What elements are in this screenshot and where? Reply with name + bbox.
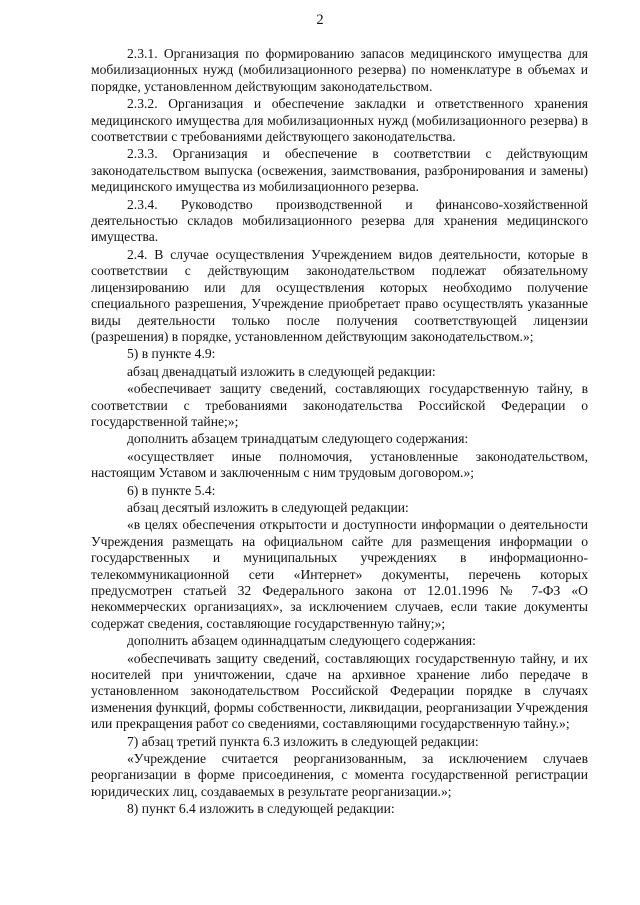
item-7-heading: 7) абзац третий пункта 6.3 изложить в следующей редакции: — [127, 733, 479, 749]
paragraph-2-3-3: 2.3.3. Организация и обеспечение в соответствии с действующим законодательством выпуска (освежения, заимствования, разбронирования и замены) медицинского имущества из мобилизационного резерва. — [91, 146, 588, 195]
item-6-quote-1: «в целях обеспечения открытости и доступности информации о деятельности Учреждения размещать на официальном сайте для размещения информации о государственных и муниципальных учреждениях в информационно-телекоммуникационной сети «Интернет» документы, перечень которых предусмотрен статьей 32 Федерального закона от 12.01.1996 № 7-ФЗ «О некоммерческих организациях», за исключением случаев, если такие документы содержат сведения, составляющие государственную тайну;»; — [91, 517, 588, 631]
document-body — [91, 46, 588, 819]
item-6-heading: 6) в пункте 5.4: — [127, 482, 216, 498]
item-6-instruction-1: абзац десятый изложить в следующей редакции: — [127, 499, 409, 515]
item-5-quote-2: «осуществляет иные полномочия, установленные законодательством, настоящим Уставом и заключенным с ним трудовым договором.»; — [91, 448, 588, 481]
item-6-instruction-2: дополнить абзацем одиннадцатым следующего содержания: — [127, 633, 476, 649]
paragraph-2-3-2: 2.3.2. Организация и обеспечение закладки и ответственного хранения медицинского имущества для мобилизационных нужд (мобилизационного резерва) в соответствии с требованиями действующего законодательства. — [91, 96, 588, 145]
item-5-instruction-2: дополнить абзацем тринадцатым следующего содержания: — [127, 431, 469, 447]
paragraph-2-3-4: 2.3.4. Руководство производственной и финансово-хозяйственной деятельностью складов мобилизационного резерва для хранения медицинского имущества. — [91, 196, 588, 245]
item-8-heading: 8) пункт 6.4 изложить в следующей редакции: — [127, 801, 395, 817]
paragraph-2-4: 2.4. В случае осуществления Учреждением видов деятельности, которые в соответствии с действующим законодательством подлежат обязательному лицензированию или для осуществления которых необходимо получение специального разрешения, Учреждение приобретает право осуществлять указанные виды деятельности только после получения соответствующей лицензии (разрешения) в порядке, установленном действующим законодательством.»; — [91, 246, 588, 344]
item-5-quote-1: «обеспечивает защиту сведений, составляющих государственную тайну, в соответствии с требованиями законодательства Российской Федерации о государственной тайне;»; — [91, 381, 588, 429]
page-number: 2 — [316, 12, 324, 28]
item-6-quote-2: «обеспечивать защиту сведений, составляющих государственную тайну, и их носителей при уничтожении, сдаче на архивное хранение либо передаче в установленном законодательством Российской Федерации порядке в случаях изменения функций, формы собственности, ликвидации, реорганизации Учреждения или прекращения работ со сведениями, составляющими государственную тайну.»; — [91, 650, 588, 732]
paragraph-2-3-1: 2.3.1. Организация по формированию запасов медицинского имущества для мобилизационных нужд (мобилизационного резерва) по номенклатуре в объемах и порядке, установленном действующим законодательством. — [91, 46, 588, 94]
item-5-instruction-1: абзац двенадцатый изложить в следующей редакции: — [127, 363, 436, 379]
item-5-heading: 5) в пункте 4.9: — [127, 346, 216, 362]
item-7-quote: «Учреждение считается реорганизованным, за исключением случаев реорганизации в форме присоединения, с момента государственной регистрации юридических лиц, создаваемых в результате реорганизации.»; — [91, 751, 588, 799]
